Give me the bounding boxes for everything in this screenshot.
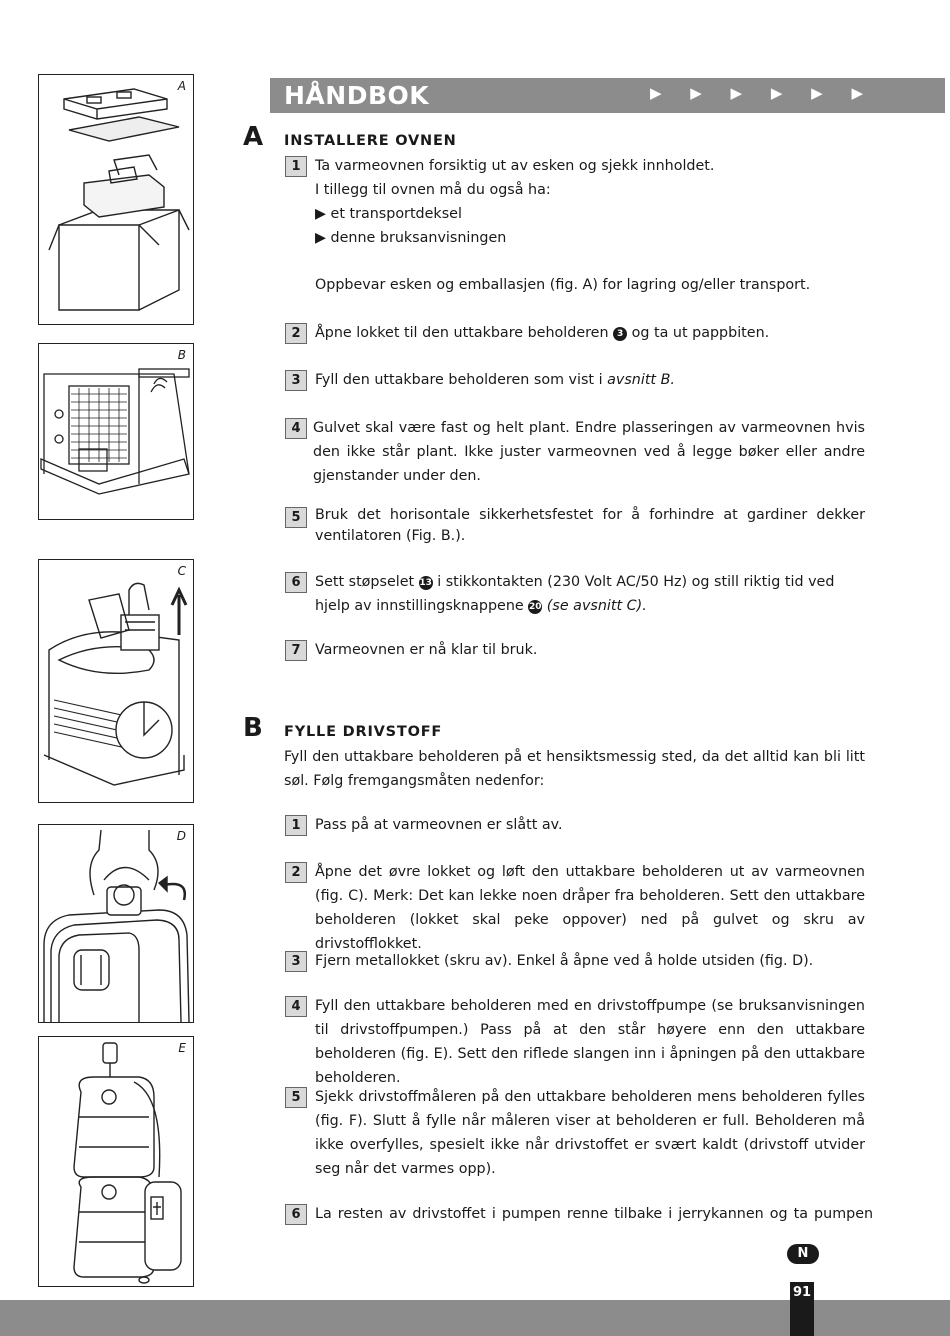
figure-label: D — [176, 829, 186, 843]
step-number: 6 — [285, 1204, 307, 1225]
step-number: 5 — [285, 507, 307, 528]
section-b-intro: Fyll den uttakbare beholderen på et hensiktsmessig sted, da det alltid kan bli litt søl. Følg fremgangsmåten nedenfor: — [284, 749, 865, 789]
header-arrows-decoration: ▶ ▶ ▶ ▶ ▶ ▶ — [649, 84, 875, 102]
step-number: 3 — [285, 370, 307, 391]
section-b-letter: B — [243, 713, 263, 743]
bullet-item: ▶ et transportdeksel — [315, 206, 462, 222]
section-a-title: INSTALLERE OVNEN — [284, 133, 457, 149]
step-text-part: Sett støpselet — [315, 574, 419, 590]
step-text-part: Åpne lokket til den uttakbare beholderen — [315, 325, 614, 341]
page-number: 91 — [790, 1282, 814, 1336]
step-text: Fjern metallokket (skru av). Enkel å åpne ved å holde utsiden (fig. D). — [315, 953, 814, 969]
section-a-letter: A — [243, 122, 264, 152]
step-text — [315, 570, 870, 618]
step-text: Varmeovnen er nå klar til bruk. — [315, 642, 538, 658]
part-number-marker: 20 — [529, 602, 542, 612]
step-line: Ta varmeovnen forsiktig ut av esken og sjekk innholdet. — [315, 158, 715, 174]
figure-c — [38, 559, 194, 803]
part-number-marker: 13 — [419, 578, 432, 588]
figure-label: B — [177, 348, 186, 362]
step-text-part: i stikkontakten (230 Volt AC/50 Hz) og still riktig tid ved hjelp av innstillingsknappene — [315, 574, 835, 614]
refuel-pump-illustration — [39, 1037, 193, 1286]
step-text — [315, 368, 875, 392]
step-text: Åpne det øvre lokket og løft den uttakbare beholderen ut av varmeovnen (fig. C). Merk: Det kan lekke noen dråper fra beholderen. Sett den uttakbare beholderen (lokket skal peke oppover) ned på gulvet og skru av drivstofflokket. — [315, 864, 865, 952]
step-text: Fyll den uttakbare beholderen med en drivstoffpumpe (se bruksanvisningen til drivstoffpumpen.) Pass på at den står høyere enn den uttakbare beholderen (fig. E). Sett den riflede slangen inn i åpningen på den uttakbare beholderen. — [315, 998, 865, 1086]
part-number-marker: 3 — [613, 327, 627, 341]
header-bar — [270, 78, 945, 113]
step-number: 5 — [285, 1087, 307, 1108]
step-number: 6 — [285, 572, 307, 593]
step-text-part: Fyll den uttakbare beholderen som vist i — [315, 372, 608, 388]
figure-d — [38, 824, 194, 1023]
step-text: Sjekk drivstoffmåleren på den uttakbare beholderen mens beholderen fylles (fig. F). Slutt å fylle når måleren viser at beholderen er full. Beholderen må ikke overfylles, spesielt ikke når drivstoffet er svært kaldt (drivstoff utvider seg når det varmes opp). — [315, 1089, 865, 1177]
step-number: 4 — [285, 996, 307, 1017]
step-text: Bruk det horisontale sikkerhetsfestet for å forhindre at gardiner dekker ventilatoren (Fig. B.). — [315, 507, 865, 544]
step-text: La resten av drivstoffet i pumpen renne tilbake i jerrykannen og ta pumpen — [315, 1206, 874, 1222]
step-number: 4 — [285, 418, 307, 439]
step-number: 1 — [285, 156, 307, 177]
heater-tank-removal-illustration — [39, 560, 193, 802]
bullet-item: ▶ denne bruksanvisningen — [315, 230, 507, 246]
step-note: Oppbevar esken og emballasjen (fig. A) for lagring og/eller transport. — [315, 277, 811, 293]
figure-label: E — [178, 1041, 186, 1055]
step-line: I tillegg til ovnen må du også ha: — [315, 182, 551, 198]
step-text: Pass på at varmeovnen er slått av. — [315, 817, 563, 833]
step-number: 7 — [285, 640, 307, 661]
heater-box-illustration — [39, 75, 193, 324]
section-reference: (se avsnitt C). — [542, 598, 647, 614]
step-number: 2 — [285, 862, 307, 883]
figure-label: A — [177, 79, 186, 93]
page-title: HÅNDBOK — [284, 81, 430, 110]
step-text — [315, 154, 875, 250]
section-reference: avsnitt B. — [607, 372, 675, 388]
figure-b — [38, 343, 194, 520]
step-text-part: og ta ut pappbiten. — [627, 325, 770, 341]
heater-back-illustration — [39, 344, 193, 519]
cap-removal-illustration — [39, 825, 193, 1022]
language-badge: N — [787, 1244, 819, 1264]
section-b-title: FYLLE DRIVSTOFF — [284, 724, 443, 740]
step-text — [315, 321, 875, 345]
step-number: 2 — [285, 323, 307, 344]
step-number: 1 — [285, 815, 307, 836]
step-number: 3 — [285, 951, 307, 972]
figure-label: C — [177, 564, 186, 578]
step-text: Gulvet skal være fast og helt plant. Endre plasseringen av varmeovnen hvis den ikke står plant. Ikke juster varmeovnen ved å legge bøker eller andre gjenstander under den. — [313, 420, 865, 484]
figure-a — [38, 74, 194, 325]
figure-e — [38, 1036, 194, 1287]
